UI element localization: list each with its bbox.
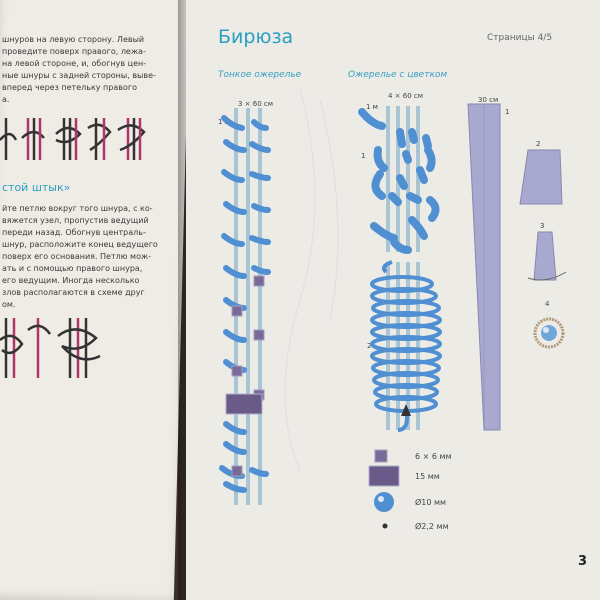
legend-label-2: 15 мм (415, 472, 440, 481)
strip-step-2: 2 (536, 140, 541, 148)
flower-necklace-subtitle: Ожерелье с цветком (348, 70, 448, 80)
flower-step-1: 1 (361, 152, 366, 160)
left-line: йте петлю вокруг того шнура, с ко- (2, 204, 153, 213)
left-line: вяжется узел, пропустив ведущий (2, 216, 149, 225)
print-through (285, 90, 338, 470)
left-line: шнуров на левую сторону. Левый (2, 35, 145, 44)
thin-dim-label: 3 × 60 см (238, 100, 274, 108)
left-line: поверх его основания. Петлю мож- (2, 252, 152, 261)
left-line: шнур, расположите конец ведущего (2, 240, 158, 249)
legend-small-bead (383, 524, 388, 529)
left-line: проведите поверх правого, лежа- (2, 47, 146, 56)
left-line: ать и с помощью правого шнура, (2, 264, 143, 273)
left-line: а. (2, 95, 10, 104)
thin-necklace-subtitle: Тонкое ожерелье (218, 70, 302, 80)
page-title: Бирюза (218, 26, 294, 48)
left-line: ом. (2, 300, 16, 309)
left-line: его ведущим. Иногда несколько (2, 276, 140, 285)
strip-diagram (468, 104, 566, 430)
pages-label: Страницы 4/5 (487, 33, 553, 43)
legend-label-3: Ø10 мм (415, 498, 447, 507)
flower-dim-label: 4 × 60 см (388, 92, 424, 100)
legend-square-bead (375, 450, 387, 462)
thin-length-label: 1 м (218, 118, 230, 126)
strip-length-label: 30 см (478, 96, 499, 104)
legend-round-bead (374, 492, 394, 512)
left-line: ные шнуры с задней стороны, выве- (2, 71, 156, 80)
strip-step-4: 4 (545, 300, 550, 308)
page-number: 3 (578, 554, 588, 569)
strip-step-3: 3 (540, 222, 545, 230)
left-line: на левой стороне, и, обогнув цен- (2, 59, 147, 68)
legend-label-1: 6 × 6 мм (415, 452, 452, 461)
legend-large-bead (369, 466, 399, 486)
left-heading: стой штык» (2, 181, 71, 194)
legend-label-4: Ø2,2 мм (415, 522, 449, 531)
legend (369, 450, 399, 529)
flower-step-2: 2 (367, 342, 372, 350)
strip-step-1: 1 (505, 108, 510, 116)
left-line: вперед через петельку правого (2, 83, 137, 92)
flower-length-label: 1 м (366, 103, 378, 111)
left-line: переди назад. Обогнув централь- (2, 228, 146, 237)
left-line: злов располагаются в схеме друг (2, 288, 145, 297)
flower-necklace-diagram (362, 106, 440, 430)
thin-necklace-diagram (222, 108, 268, 505)
